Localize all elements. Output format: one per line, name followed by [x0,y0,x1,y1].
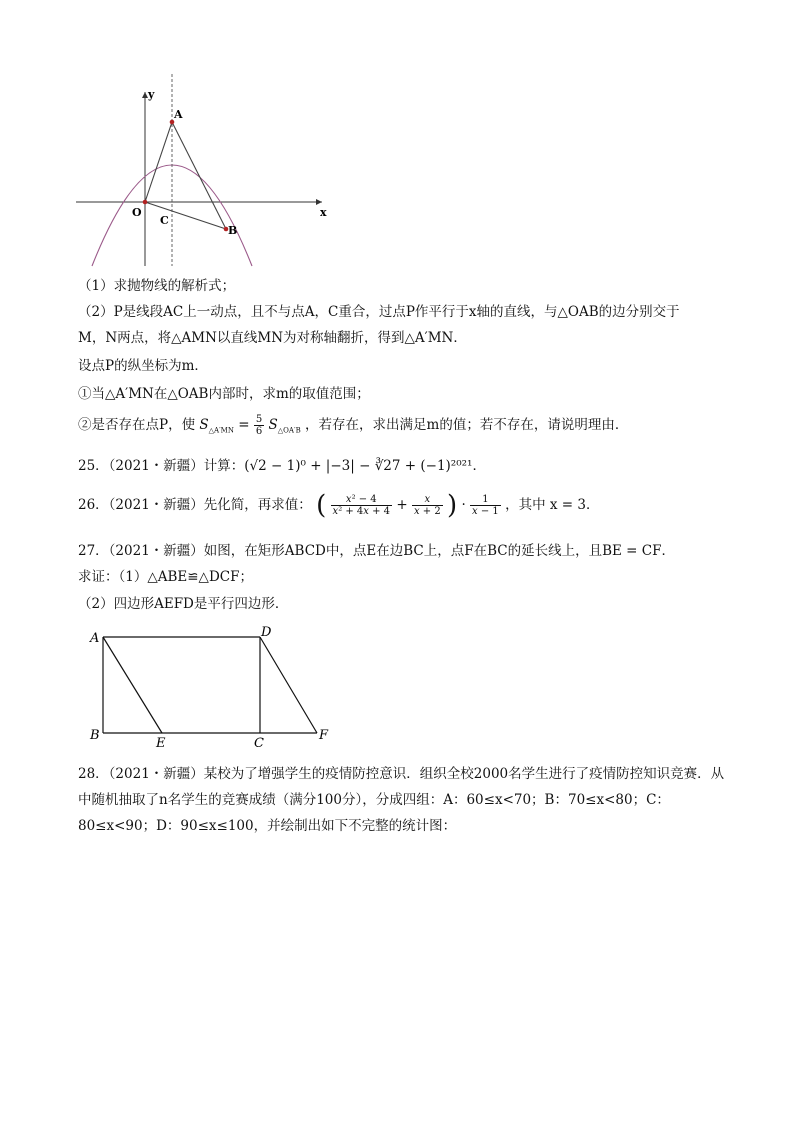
q27-line1: 27．（2021・新疆）如图，在矩形ABCD中，点E在边BC上，点F在BC的延长线上，且BE = CF． [78,543,675,559]
segment-ae [103,637,162,733]
q26-line [78,490,600,521]
label-b: B [228,224,238,237]
label-x: x [320,206,327,219]
q28-line1: 28．（2021・新疆）某校为了增强学生的疫情防控意识．组织全校2000名学生进行了疫情防控知识竞赛．从 [78,766,725,782]
segment-oa [145,122,172,202]
label-o: O [132,206,142,219]
label-a: A [174,108,183,121]
segment-ab [172,122,226,229]
label-c: C [160,214,169,227]
label-e-rect: E [156,736,166,751]
q26-expression: ( $\frac{\text{x² − 4}}{\text{x² + 4x + 4}}$ + $\frac{x}{x + 2}$ ) · $\frac{1}{x - 1}$ [316,490,499,521]
q24-part2-b: M，N两点，将△AMN以直线MN为对称轴翻折，得到△A′MN． [78,330,467,346]
q26-post: ，其中 x = 3． [505,497,600,513]
rectangle-figure [86,624,336,754]
q24-part2-a: （2）P是线段AC上一动点，且不与点A，C重合，过点P作平行于x轴的直线，与△OAB的边分别交于 [78,304,680,320]
q24-sub2 [78,414,628,441]
segment-df [260,637,317,733]
label-b-rect: B [90,728,100,743]
q24-sub1: ①当△A′MN在△OAB内部时，求m的取值范围； [78,386,370,402]
label-c-rect: C [254,736,264,751]
area-ratio-formula: $S_{\triangle A'MN}$ = $\frac{5}{6}$ $S_{\triangle OA'B}$ [199,414,301,437]
label-a-rect: A [90,631,100,646]
label-f-rect: F [319,728,329,743]
q28-line2: 中随机抽取了n名学生的竞赛成绩（满分100分），分成四组：A：60≤x<70；B：70≤x<80；C： [78,792,670,808]
q24-sub2-post: ，若存在，求出满足m的值；若不存在，请说明理由． [305,417,629,433]
q26-pre: 26．（2021・新疆）先化简，再求值： [78,497,312,513]
q27-line3: （2）四边形AEFD是平行四边形． [78,596,289,612]
label-d-rect: D [261,625,272,640]
q25-text: 25．（2021・新疆）计算：(√2 − 1)⁰ + |−3| − ∛27 + (−1)²⁰²¹． [78,458,486,474]
parabola-figure [70,70,340,270]
q27-line2: 求证：（1）△ABE≌△DCF； [78,569,253,585]
q24-sub2-pre: ②是否存在点P，使 [78,417,196,433]
q24-set-p: 设点P的纵坐标为m． [78,358,208,374]
q24-part1: （1）求抛物线的解析式； [78,278,236,294]
label-y: y [148,88,155,101]
q28-line3: 80≤x<90；D：90≤x≤100，并绘制出如下不完整的统计图： [78,818,457,834]
point-o [143,200,148,205]
